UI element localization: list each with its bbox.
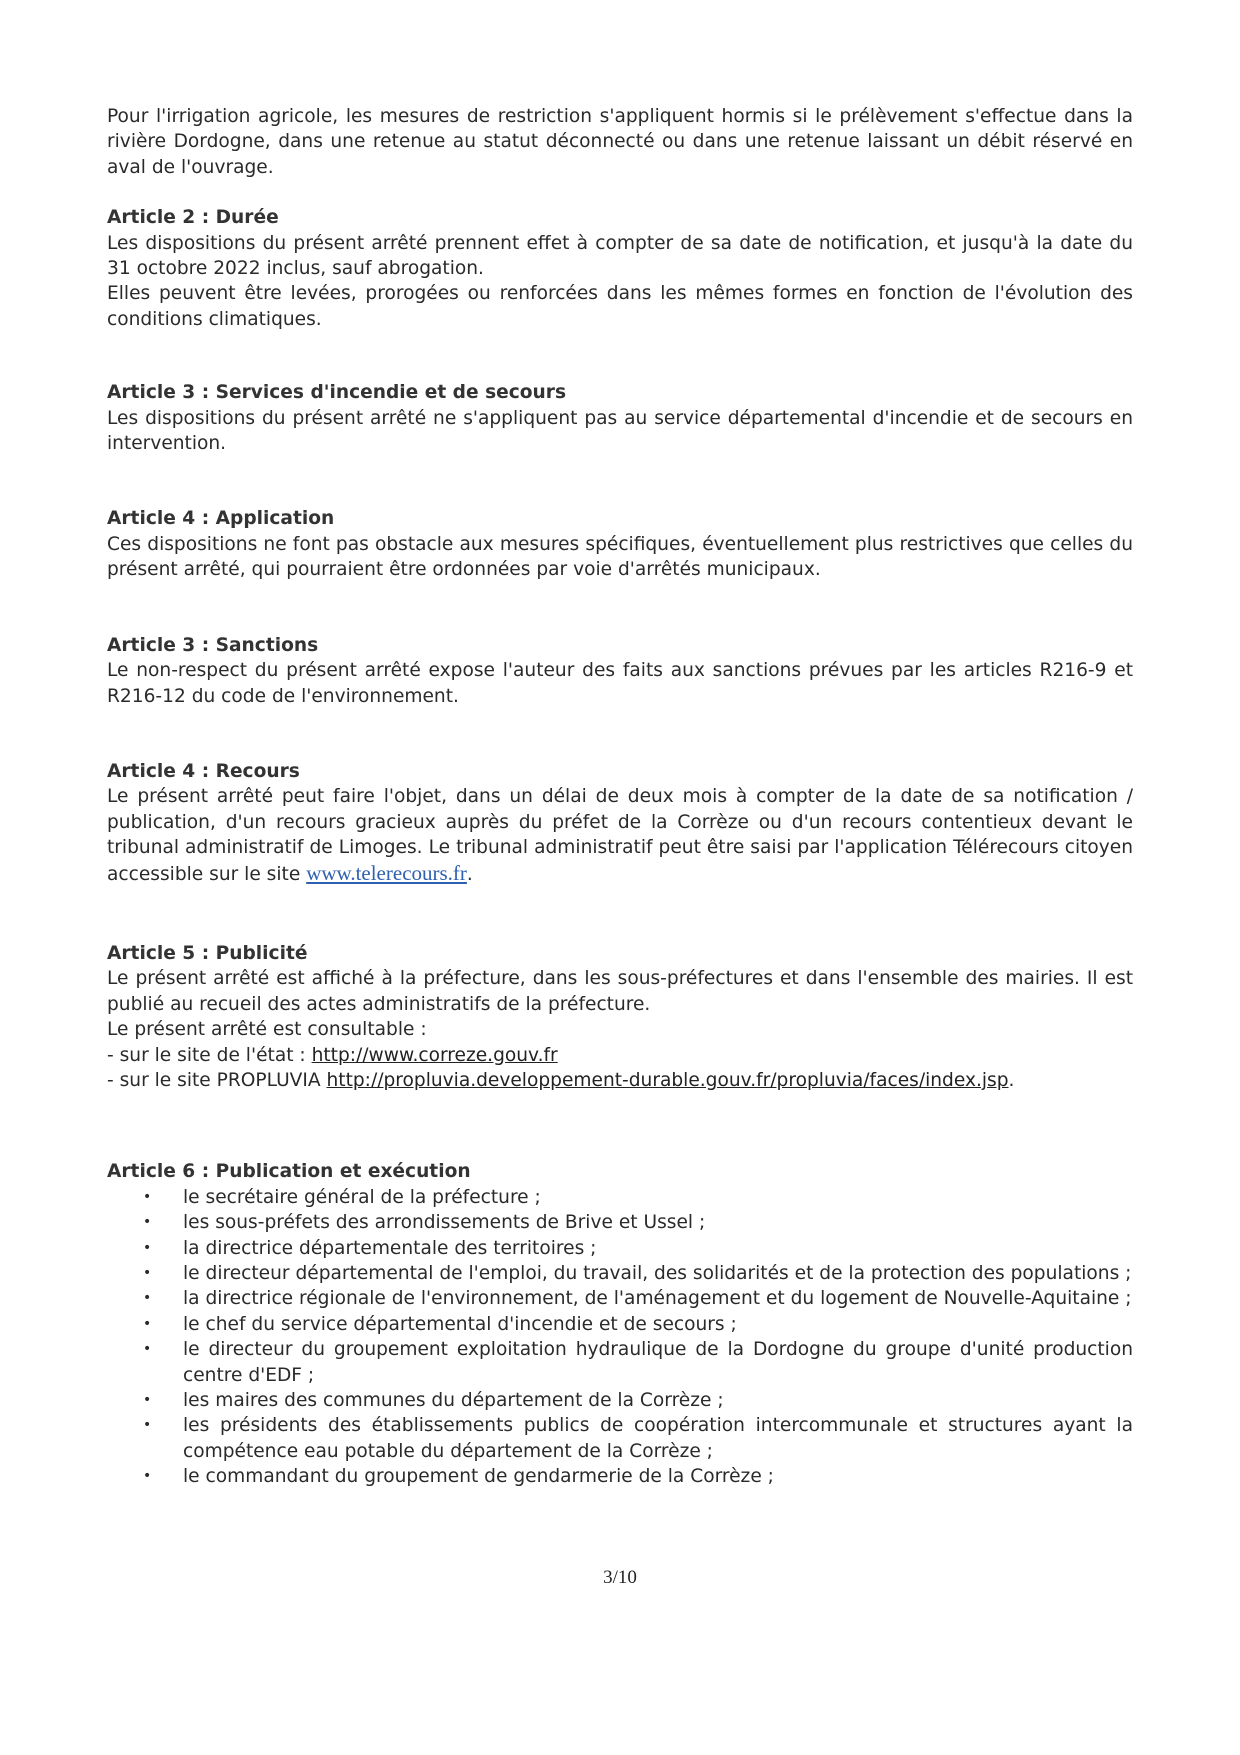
article-5-line-propluvia-suffix: .: [1008, 1069, 1015, 1091]
list-item: • le directeur départemental de l'emploi, du travail, des solidarités et de la protection des populations ;: [183, 1261, 1133, 1286]
article-recours-paragraph: [107, 784, 1133, 887]
article-6-heading: Article 6 : Publication et exécution: [107, 1161, 471, 1183]
list-item: • le secrétaire général de la préfecture ;: [183, 1185, 1133, 1210]
article-2-paragraph-2: Elles peuvent être levées, prorogées ou renforcées dans les mêmes formes en fonction de l'évolution des conditions climatiques.: [107, 283, 1133, 330]
article-5-line-propluvia-prefix: - sur le site PROPLUVIA: [107, 1069, 327, 1091]
article-6-section: [107, 1159, 1133, 1489]
propluvia-link[interactable]: http://propluvia.developpement-durable.gouv.fr/propluvia/faces/index.jsp: [326, 1069, 1009, 1091]
article-5-heading: Article 5 : Publicité: [107, 942, 308, 964]
list-item: • les sous-préfets des arrondissements de Brive et Ussel ;: [183, 1210, 1133, 1235]
article-recours-text: Le présent arrêté peut faire l'objet, dans un délai de deux mois à compter de la date de sa notification / publication, d'un recours gracieux auprès du préfet de la Corrèze ou d'un recours contentieux devant le tribunal administratif de Limoges. Le tribunal administratif peut être saisi par l'application Télérecours citoyen accessible sur le site: [107, 786, 1133, 885]
article-sanctions-heading: Article 3 : Sanctions: [107, 634, 319, 656]
article-5-line-correze: [107, 1043, 1133, 1068]
telerecours-link[interactable]: www.telerecours.fr: [306, 860, 467, 885]
article-sanctions-section: [107, 633, 1133, 709]
article-recours-heading: Article 4 : Recours: [107, 760, 300, 782]
correze-gouv-link[interactable]: http://www.correze.gouv.fr: [311, 1044, 558, 1066]
article-5-paragraph-2: Le présent arrêté est consultable :: [107, 1019, 427, 1041]
article-4-heading: Article 4 : Application: [107, 508, 335, 530]
document-page: [107, 104, 1133, 1490]
article-3-section: [107, 380, 1133, 456]
article-5-section: [107, 941, 1133, 1093]
article-2-paragraph-1: Les dispositions du présent arrêté prennent effet à compter de sa date de notification, et jusqu'à la date du 31 octobre 2022 inclus, sauf abrogation.: [107, 232, 1133, 280]
article-3-heading: Article 3 : Services d'incendie et de secours: [107, 382, 567, 404]
list-item: • la directrice départementale des territoires ;: [183, 1236, 1133, 1261]
recipients-list: [107, 1185, 1133, 1490]
article-2-heading: Article 2 : Durée: [107, 207, 279, 229]
list-item: • la directrice régionale de l'environnement, de l'aménagement et du logement de Nouvelle-Aquitaine ;: [183, 1286, 1133, 1311]
list-item: • les présidents des établissements publics de coopération intercommunale et structures ayant la compétence eau potable du département de la Corrèze ;: [183, 1413, 1133, 1464]
list-item: • les maires des communes du département de la Corrèze ;: [183, 1388, 1133, 1413]
article-5-paragraph-1: Le présent arrêté est affiché à la préfecture, dans les sous-préfectures et dans l'ensemble des mairies. Il est publié au recueil des actes administratifs de la préfecture.: [107, 968, 1133, 1015]
article-recours-section: [107, 759, 1133, 887]
article-3-paragraph: Les dispositions du présent arrêté ne s'appliquent pas au service départemental d'incendie et de secours en intervention.: [107, 407, 1133, 455]
list-item: • le directeur du groupement exploitation hydraulique de la Dordogne du groupe d'unité production centre d'EDF ;: [183, 1337, 1133, 1388]
article-2-section: [107, 205, 1133, 332]
article-sanctions-paragraph: Le non-respect du présent arrêté expose l'auteur des faits aux sanctions prévues par les articles R216-9 et R216-12 du code de l'environnement.: [107, 660, 1133, 707]
article-5-line-propluvia: [107, 1068, 1133, 1093]
article-4-section: [107, 506, 1133, 582]
article-5-line-correze-prefix: - sur le site de l'état :: [107, 1044, 312, 1066]
intro-paragraph: Pour l'irrigation agricole, les mesures de restriction s'appliquent hormis si le prélèvement s'effectue dans la rivière Dordogne, dans une retenue au statut déconnecté ou dans une retenue laissant un débit réservé en aval de l'ouvrage.: [107, 106, 1133, 178]
article-4-paragraph: Ces dispositions ne font pas obstacle aux mesures spécifiques, éventuellement plus restrictives que celles du présent arrêté, qui pourraient être ordonnées par voie d'arrêtés municipaux.: [107, 533, 1133, 581]
list-item: • le chef du service départemental d'incendie et de secours ;: [183, 1312, 1133, 1337]
page-number: 3/10: [603, 1567, 637, 1588]
article-recours-period: .: [466, 863, 473, 885]
list-item: • le commandant du groupement de gendarmerie de la Corrèze ;: [183, 1464, 1133, 1489]
